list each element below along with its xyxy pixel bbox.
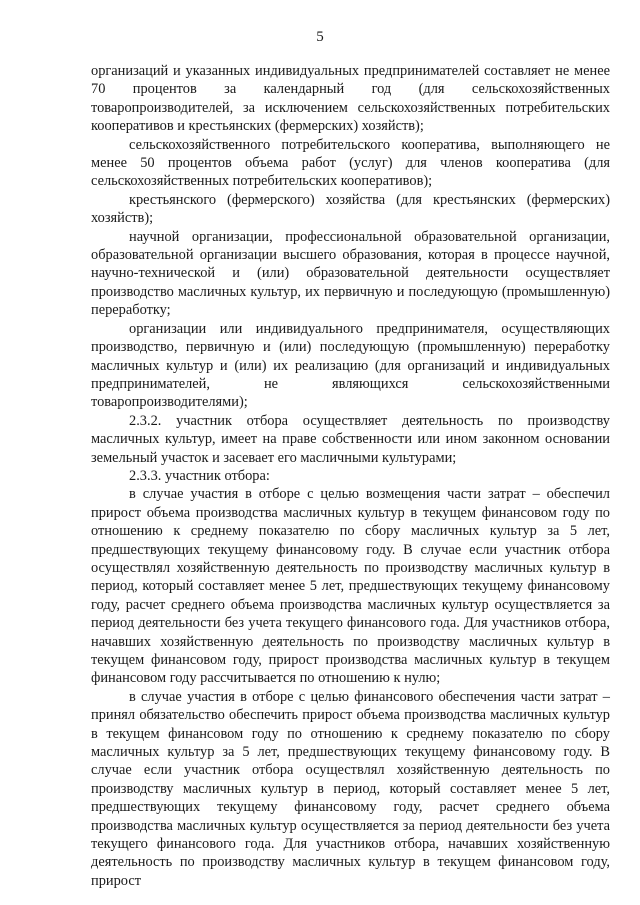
paragraph-3: крестьянского (фермерского) хозяйства (для крестьянских (фермерских) хозяйств); — [91, 191, 610, 227]
paragraph-8: в случае участия в отборе с целью возмещения части затрат – обеспечил прирост объема производства масличных культур в текущем финансовом году по отношению к среднему показателю по сбору масличных культур за 5 лет, предшествующих текущему финансовому году. В случае если участник отбора осуществлял хозяйственную деятельность по производству масличных культур в период, который составляет менее 5 лет, предшествующих текущему финансовому году, расчет среднего объема производства масличных культур осуществляется за период деятельности без учета текущего финансового года. Для участников отбора, начавших хозяйственную деятельность по производству масличных культур в текущем финансовом году, прирост производства масличных культур в текущем финансовом году рассчитывается по отношению к нулю; — [91, 486, 610, 687]
paragraph-1: организаций и указанных индивидуальных предпринимателей составляет не менее 70 процентов за календарный год (для сельскохозяйственных товаропроизводителей, за исключением сельскохозяйственных потребительских кооперативов и крестьянских (фермерских) хозяйств); — [91, 63, 610, 135]
page-number: 5 — [316, 29, 324, 45]
paragraph-4: научной организации, профессиональной образовательной организации, образовательной организации высшего образования, которая в процессе научной, научно-технической и (или) образовательной деятельности осуществляет производство масличных культур, их первичную и последующую (промышленную) переработку; — [91, 228, 610, 319]
paragraph-5: организации или индивидуального предпринимателя, осуществляющих производство, первичную и (или) последующую (промышленную) переработку масличных культур и (или) их реализацию (для организаций и индивидуальных предпринимателей, не являющихся сельскохозяйственными товаропроизводителями); — [91, 320, 610, 411]
paragraph-9: в случае участия в отборе с целью финансового обеспечения части затрат – принял обязательство обеспечить прирост объема производства масличных культур в текущем финансовом году по отношению к среднему показателю по сбору масличных культур за 5 лет, предшествующих текущему финансовому году. В случае если участник отбора осуществлял хозяйственную деятельность по производству масличных культур в период, который составляет менее 5 лет, предшествующих текущему финансовому году, расчет среднего объема производства масличных культур осуществляется за период деятельности без учета текущего финансового года. Для участников отбора, начавших хозяйственную деятельность по производству масличных культур в текущем финансовом году, прирост — [91, 688, 610, 889]
paragraph-2: сельскохозяйственного потребительского кооператива, выполняющего не менее 50 процентов объема работ (услуг) для членов кооператива (для сельскохозяйственных потребительских кооперативов); — [91, 136, 610, 190]
document-body — [91, 62, 610, 890]
paragraph-6: 2.3.2. участник отбора осуществляет деятельность по производству масличных культур, имеет на праве собственности или ином законном основании земельный участок и засевает его масличными культурами; — [91, 412, 610, 466]
paragraph-7: 2.3.3. участник отбора: — [129, 467, 270, 484]
